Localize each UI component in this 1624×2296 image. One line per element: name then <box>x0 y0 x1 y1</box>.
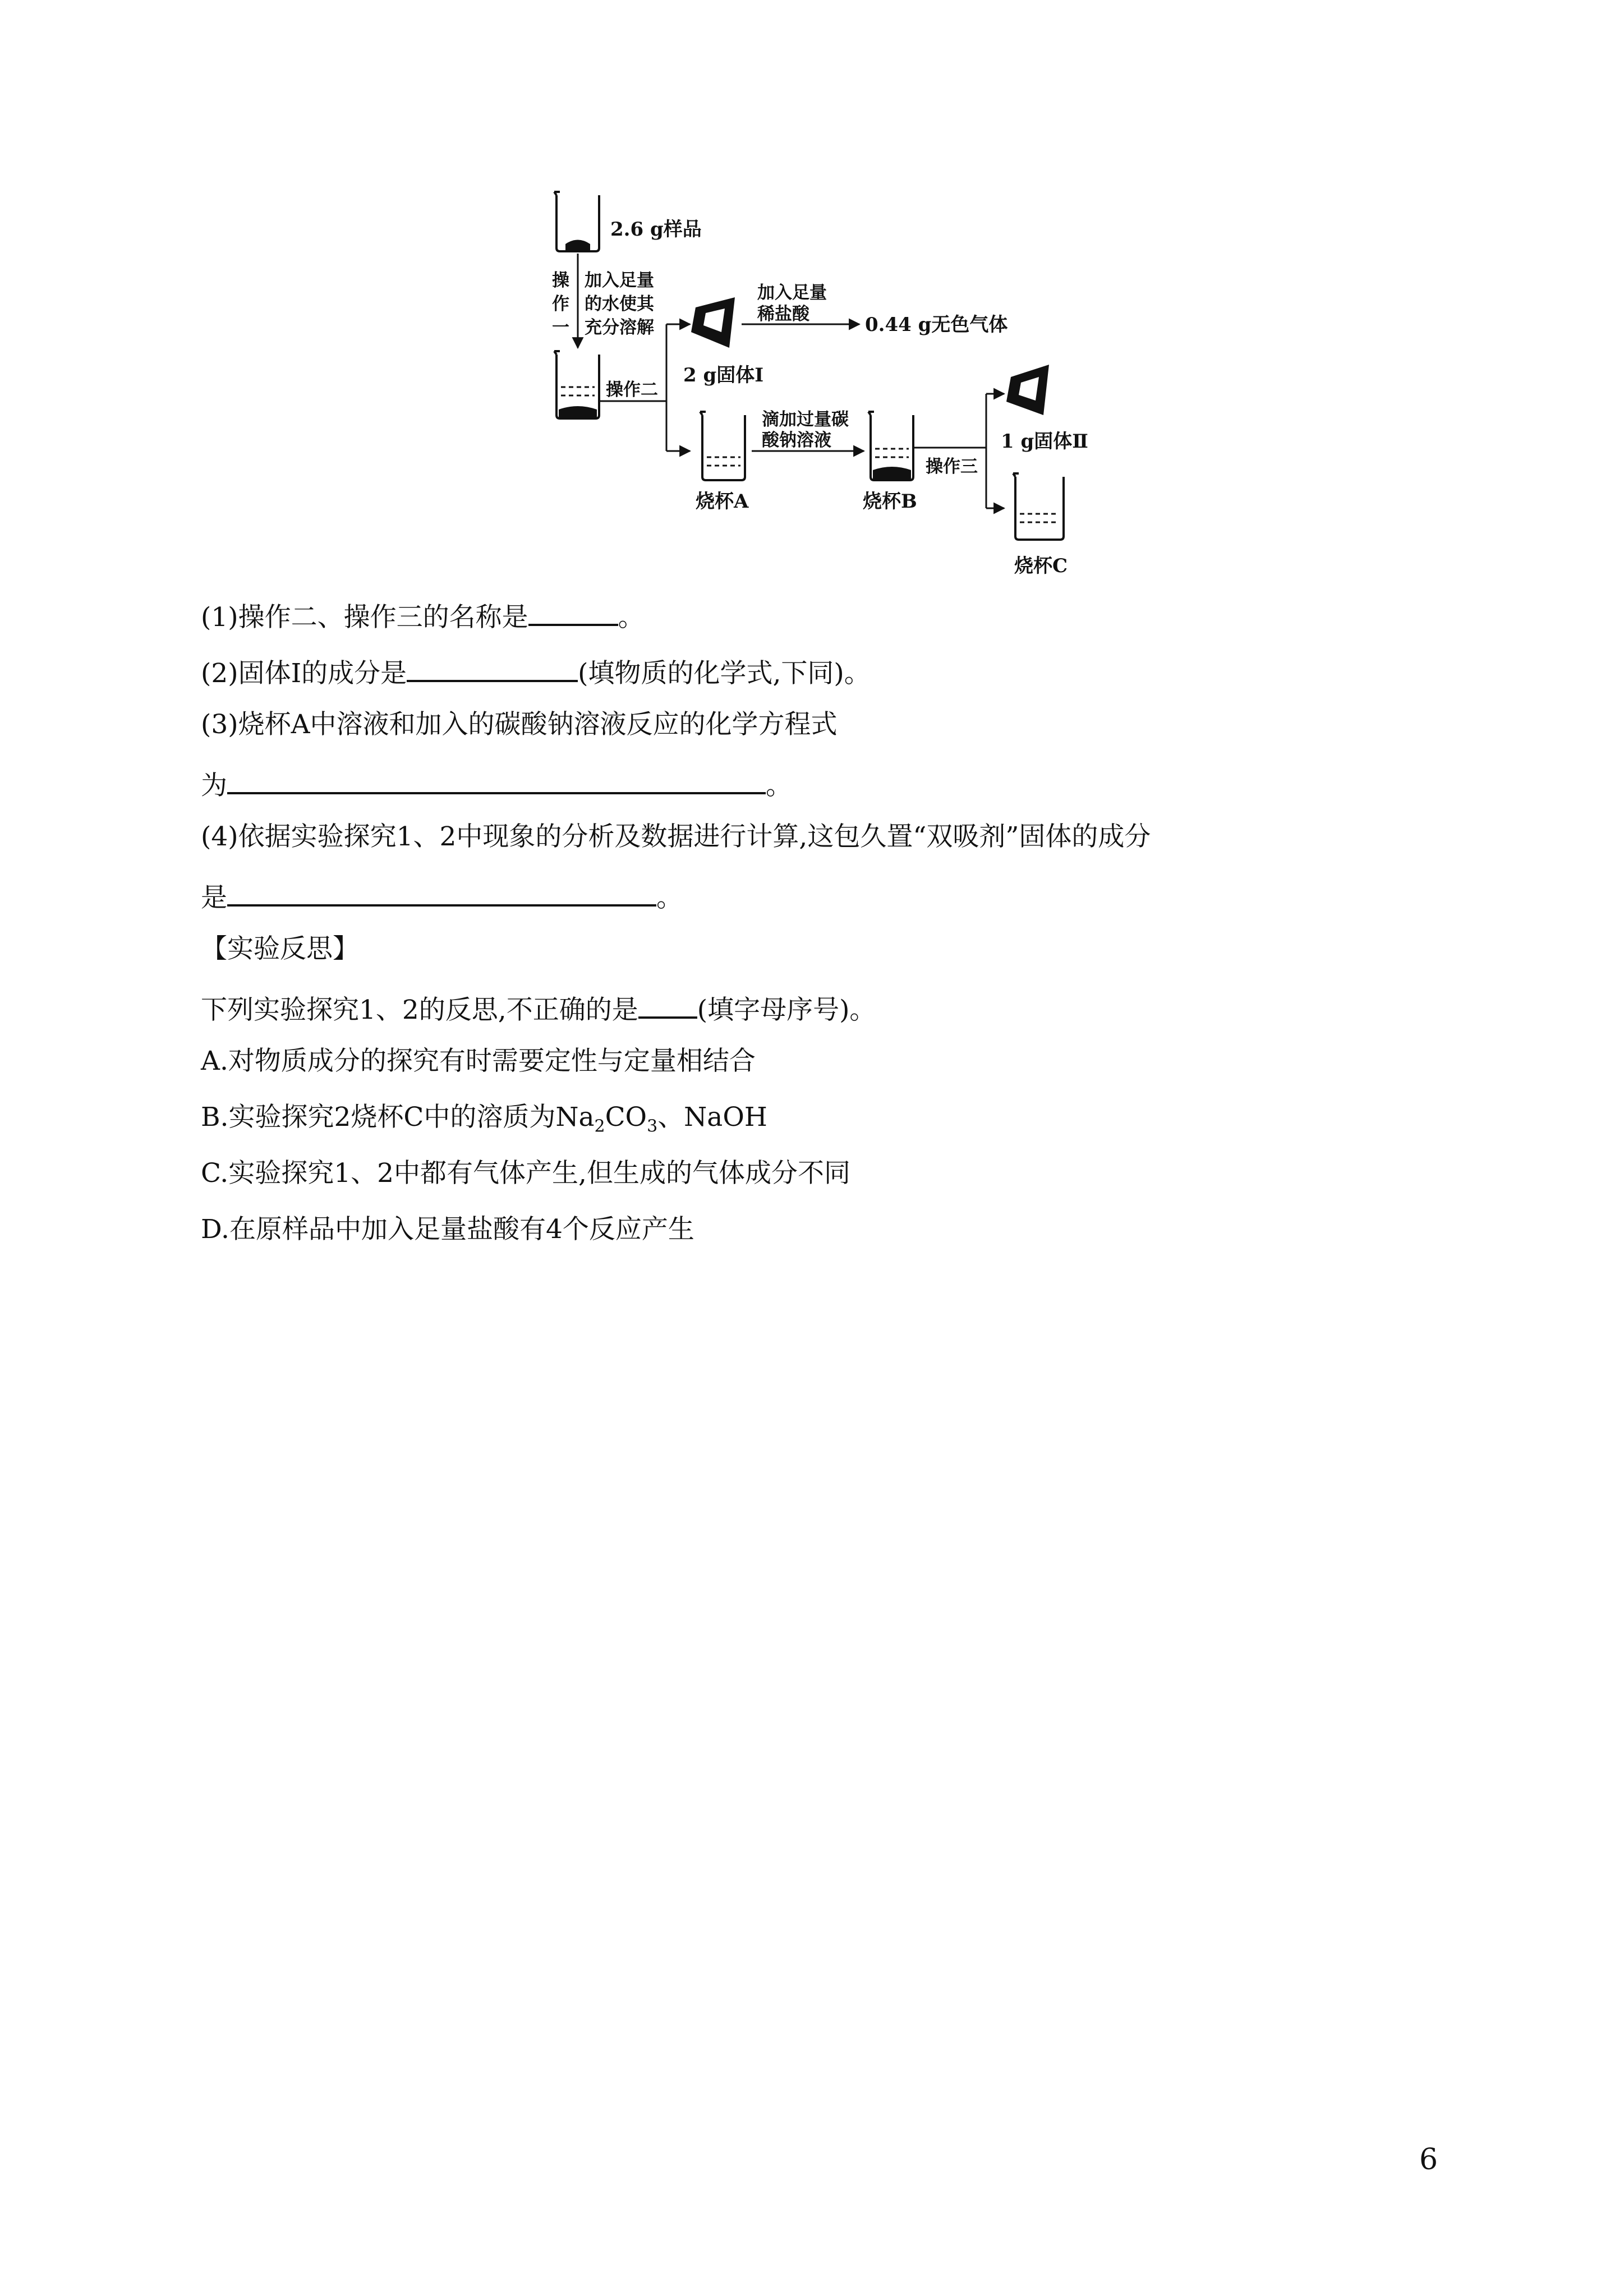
option-a: A.对物质成分的探究有时需要定性与定量相结合 <box>201 1046 756 1076</box>
question-2-note: (填物质的化学式,下同)。 <box>578 658 871 689</box>
op1-desc-2: 的水使其 <box>585 294 654 314</box>
option-d: D.在原样品中加入足量盐酸有4个反应产生 <box>201 1214 694 1245</box>
option-b <box>201 1104 767 1135</box>
question-4-prefix: 是 <box>201 882 227 913</box>
question-1 <box>201 599 645 631</box>
option-c: C.实验探究1、2中都有气体产生,但生成的气体成分不同 <box>201 1158 850 1189</box>
dissolved-beaker-icon <box>554 351 599 418</box>
question-4-end: 。 <box>656 882 683 913</box>
op1-desc-1: 加入足量 <box>585 270 654 291</box>
question-3-line-2 <box>201 767 792 799</box>
reflection-prompt <box>201 992 876 1023</box>
acid-desc-1: 加入足量 <box>757 283 827 303</box>
question-2-text: (2)固体Ⅰ的成分是 <box>201 658 407 689</box>
solid-2-filter-icon <box>1006 365 1049 415</box>
carbonate-desc-1: 滴加过量碳 <box>762 409 849 430</box>
sample-label: 2.6 g样品 <box>610 218 702 241</box>
acid-desc-2: 稀盐酸 <box>757 304 809 324</box>
beaker-b-icon <box>868 412 913 480</box>
option-b-text-end: 、NaOH <box>657 1102 767 1133</box>
question-3-end: 。 <box>766 770 792 801</box>
op1-char-1: 操 <box>552 270 569 291</box>
page-number: 6 <box>1419 2143 1438 2177</box>
reflection-prompt-note: (填字母序号)。 <box>697 995 876 1025</box>
question-1-answer-blank[interactable] <box>528 599 618 626</box>
option-b-text-mid: CO <box>605 1102 647 1133</box>
op2-label: 操作二 <box>606 380 658 400</box>
question-2-answer-blank[interactable] <box>407 655 578 682</box>
beaker-a-label: 烧杯A <box>696 490 749 513</box>
beaker-b-label: 烧杯B <box>863 490 917 513</box>
beaker-c-icon <box>1013 473 1064 540</box>
beaker-c-label: 烧杯C <box>1014 555 1068 577</box>
reflection-prompt-text: 下列实验探究1、2的反思,不正确的是 <box>201 995 638 1025</box>
reflection-heading: 【实验反思】 <box>201 933 359 964</box>
question-1-text: (1)操作二、操作三的名称是 <box>201 602 528 633</box>
question-2 <box>201 655 871 687</box>
solid-2-label: 1 g固体Ⅱ <box>1001 430 1088 453</box>
question-3-prefix: 为 <box>201 770 227 801</box>
op3-label: 操作三 <box>926 457 978 477</box>
solid-1-filter-icon <box>691 297 735 348</box>
question-3-answer-blank[interactable] <box>227 767 766 794</box>
op1-char-2: 作 <box>552 294 569 314</box>
experiment-flow-diagram <box>527 180 1122 583</box>
option-b-subscript-1: 2 <box>594 1116 605 1137</box>
carbonate-desc-2: 酸钠溶液 <box>762 430 831 450</box>
question-3-line-1: (3)烧杯A中溶液和加入的碳酸钠溶液反应的化学方程式 <box>201 709 838 740</box>
gas-label: 0.44 g无色气体 <box>865 314 1008 336</box>
question-4-line-1: (4)依据实验探究1、2中现象的分析及数据进行计算,这包久置“双吸剂”固体的成分 <box>201 821 1151 852</box>
question-4-answer-blank[interactable] <box>227 880 656 907</box>
option-b-text: B.实验探究2烧杯C中的溶质为Na <box>201 1102 595 1133</box>
solid-1-label: 2 g固体Ⅰ <box>683 364 764 386</box>
question-4-line-2 <box>201 880 683 911</box>
beaker-a-icon <box>700 412 745 480</box>
question-1-end: 。 <box>618 602 645 633</box>
option-b-subscript-2: 3 <box>647 1116 658 1137</box>
op1-desc-3: 充分溶解 <box>585 318 654 338</box>
op1-char-3: 一 <box>552 318 569 338</box>
reflection-answer-blank[interactable] <box>638 992 697 1019</box>
sample-beaker-icon <box>554 192 599 251</box>
